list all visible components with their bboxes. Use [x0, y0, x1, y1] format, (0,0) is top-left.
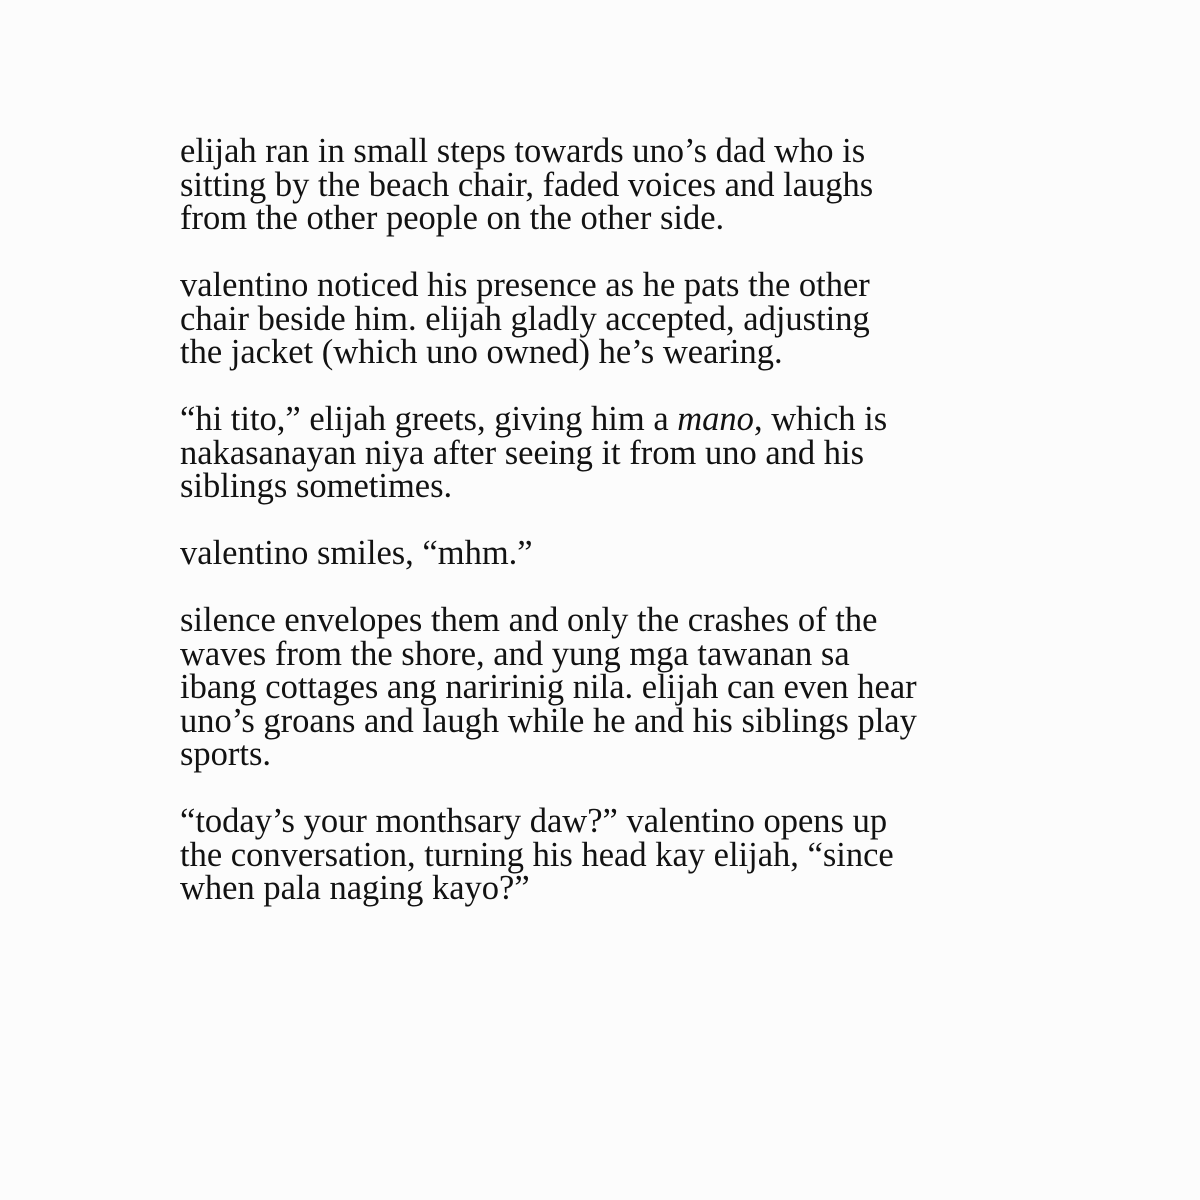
paragraph-line: sitting by the beach chair, faded voices and laughs: [180, 165, 874, 204]
paragraph-1: [180, 132, 1010, 237]
paragraph-line: ibang cottages ang naririnig nila. elijah can even hear: [180, 668, 917, 706]
text-run: , which is: [753, 400, 888, 438]
paragraph-6: [180, 802, 1010, 907]
paragraph-line: [180, 400, 1010, 438]
paragraph-line: valentino noticed his presence as he pats the other: [180, 266, 870, 304]
paragraph-line: the jacket (which uno owned) he’s wearing.: [180, 333, 783, 371]
paragraph-line: “today’s your monthsary daw?” valentino opens up: [180, 802, 888, 840]
paragraph-line: elijah ran in small steps towards uno’s dad who is: [180, 132, 866, 170]
italic-word: mano: [677, 400, 754, 438]
paragraph-line: siblings sometimes.: [180, 467, 453, 505]
paragraph-5: [180, 601, 1010, 773]
paragraph-2: [180, 266, 1010, 371]
text-run: “hi tito,” elijah greets, giving him a: [180, 400, 678, 438]
paragraph-line: from the other people on the other side.: [180, 199, 725, 237]
story-text-page: [180, 132, 1010, 939]
paragraph-line: valentino smiles, “mhm.”: [180, 534, 533, 572]
paragraph-3: [180, 400, 1010, 505]
paragraph-line: sports.: [180, 735, 272, 773]
paragraph-line: uno’s groans and laugh while he and his siblings play: [180, 701, 917, 740]
paragraph-line: chair beside him. elijah gladly accepted, adjusting: [180, 299, 870, 338]
paragraph-4: [180, 534, 1010, 572]
paragraph-line: nakasanayan niya after seeing it from uno and his: [180, 433, 865, 472]
paragraph-line: the conversation, turning his head kay elijah, “since: [180, 835, 894, 874]
paragraph-line: when pala naging kayo?”: [180, 869, 530, 907]
paragraph-line: silence envelopes them and only the crashes of the: [180, 601, 878, 639]
paragraph-line: waves from the shore, and yung mga tawanan sa: [180, 634, 850, 673]
